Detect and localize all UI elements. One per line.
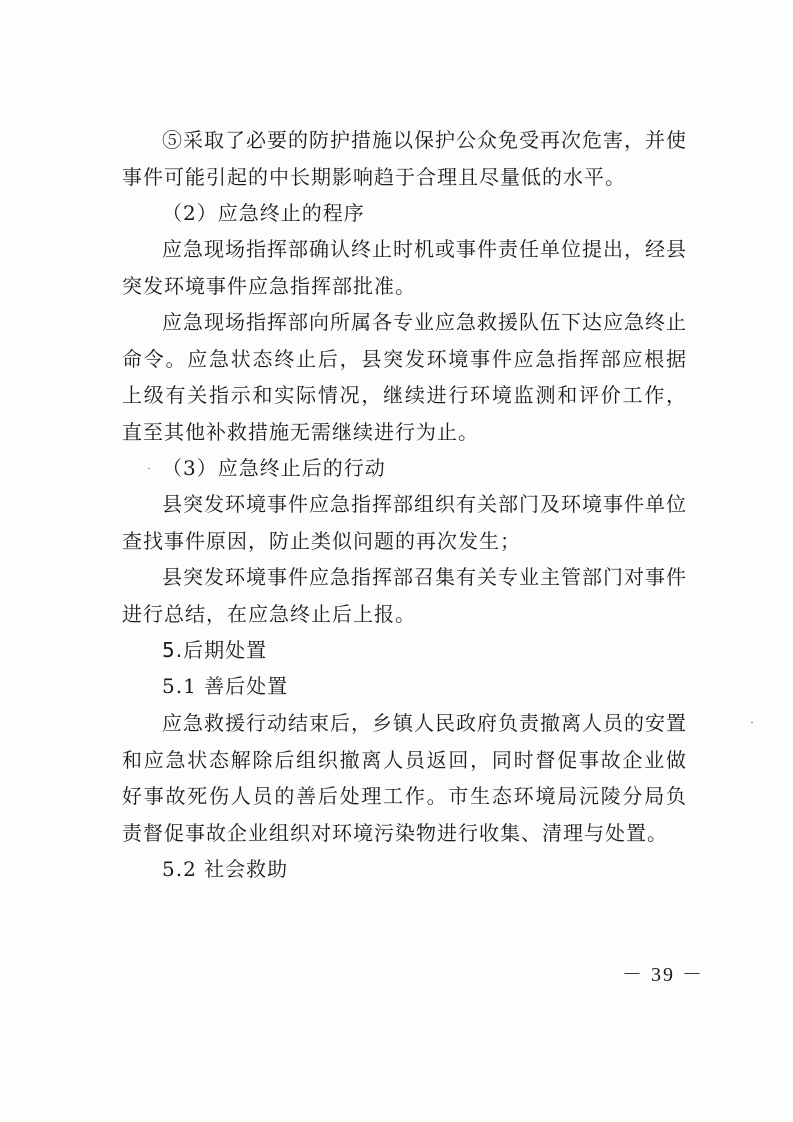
page-number: － 39 － <box>622 964 704 986</box>
heading-termination-procedure: （2）应急终止的程序 <box>162 201 365 225</box>
heading-section-5-2: 5.2 社会救助 <box>162 857 289 881</box>
paragraph-summary-report: 县突发环境事件应急指挥部召集有关专业主管部门对事件进行总结，在应急终止后上报。 <box>122 565 687 626</box>
paragraph-aftermath-handling: 应急救援行动结束后，乡镇人民政府负责撤离人员的安置和应急状态解除后组织撤离人员返回，同时督促事故企业做好事故死伤人员的善后处理工作。市生态环境局沅陵分局负责督促事故企业组织对环境污染物进行收集、清理与处置。 <box>122 711 687 845</box>
paragraph-termination-order: 应急现场指挥部向所属各专业应急救援队伍下达应急终止命令。应急状态终止后，县突发环境事件应急指挥部应根据上级有关指示和实际情况，继续进行环境监测和评价工作，直至其他补救措施无需继续进行为止。 <box>122 310 687 444</box>
scan-speck <box>148 468 150 469</box>
paragraph-find-cause: 县突发环境事件应急指挥部组织有关部门及环境事件单位查找事件原因，防止类似问题的再次发生； <box>122 492 687 553</box>
heading-section-5: 5.后期处置 <box>162 638 268 662</box>
heading-post-termination-actions: （3）应急终止后的行动 <box>162 456 386 480</box>
scan-speck <box>751 722 753 723</box>
paragraph-protective-measures: ⑤采取了必要的防护措施以保护公众免受再次危害，并使事件可能引起的中长期影响趋于合理且尽量低的水平。 <box>122 128 687 189</box>
paragraph-termination-approval: 应急现场指挥部确认终止时机或事件责任单位提出，经县突发环境事件应急指挥部批准。 <box>122 237 687 298</box>
heading-section-5-1: 5.1 善后处置 <box>162 674 289 698</box>
